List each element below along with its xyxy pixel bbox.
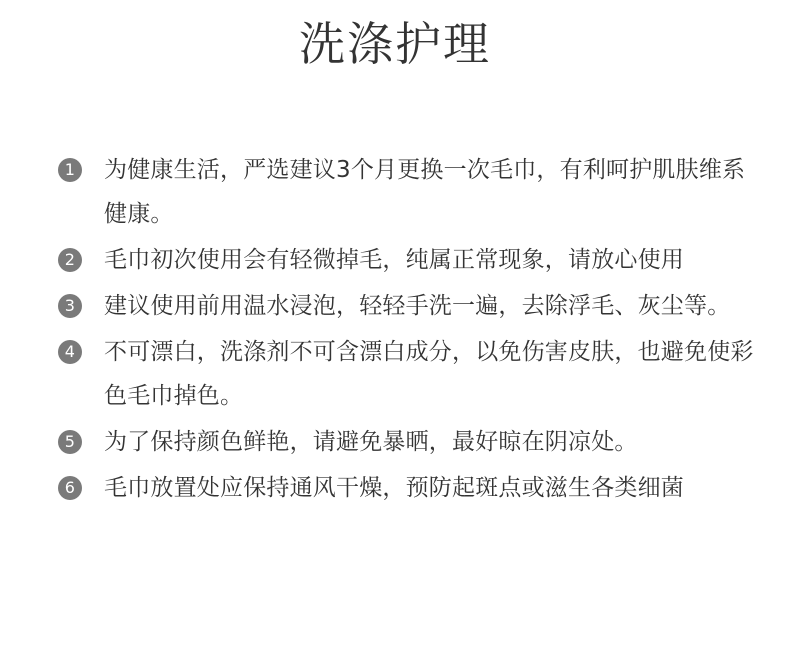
- list-item-text: 毛巾初次使用会有轻微掉毛，纯属正常现象，请放心使用: [104, 247, 684, 273]
- page-title: 洗涤护理: [299, 17, 491, 71]
- list-item-text: 毛巾放置处应保持通风干燥，预防起斑点或滋生各类细菌: [104, 475, 684, 501]
- number-badge-icon: 4: [58, 340, 82, 364]
- number-badge-icon: 2: [58, 248, 82, 272]
- list-item: [55, 148, 755, 236]
- list-item: [55, 420, 755, 464]
- number-badge-icon: 3: [58, 294, 82, 318]
- list-item-text: 建议使用前用温水浸泡，轻轻手洗一遍，去除浮毛、灰尘等。: [104, 293, 731, 319]
- list-item-text: 不可漂白，洗涤剂不可含漂白成分，以免伤害皮肤，也避免使彩色毛巾掉色。: [104, 339, 754, 409]
- care-list: [55, 148, 755, 512]
- list-item: [55, 466, 755, 510]
- number-badge-icon: 1: [58, 158, 82, 182]
- number-badge-icon: 6: [58, 476, 82, 500]
- list-item: [55, 330, 755, 418]
- number-badge-icon: 5: [58, 430, 82, 454]
- list-item: [55, 284, 755, 328]
- list-item-text: 为了保持颜色鲜艳，请避免暴晒，最好晾在阴凉处。: [104, 429, 638, 455]
- list-item-text: 为健康生活，严选建议3个月更换一次毛巾，有利呵护肌肤维系健康。: [104, 157, 746, 227]
- list-item: [55, 238, 755, 282]
